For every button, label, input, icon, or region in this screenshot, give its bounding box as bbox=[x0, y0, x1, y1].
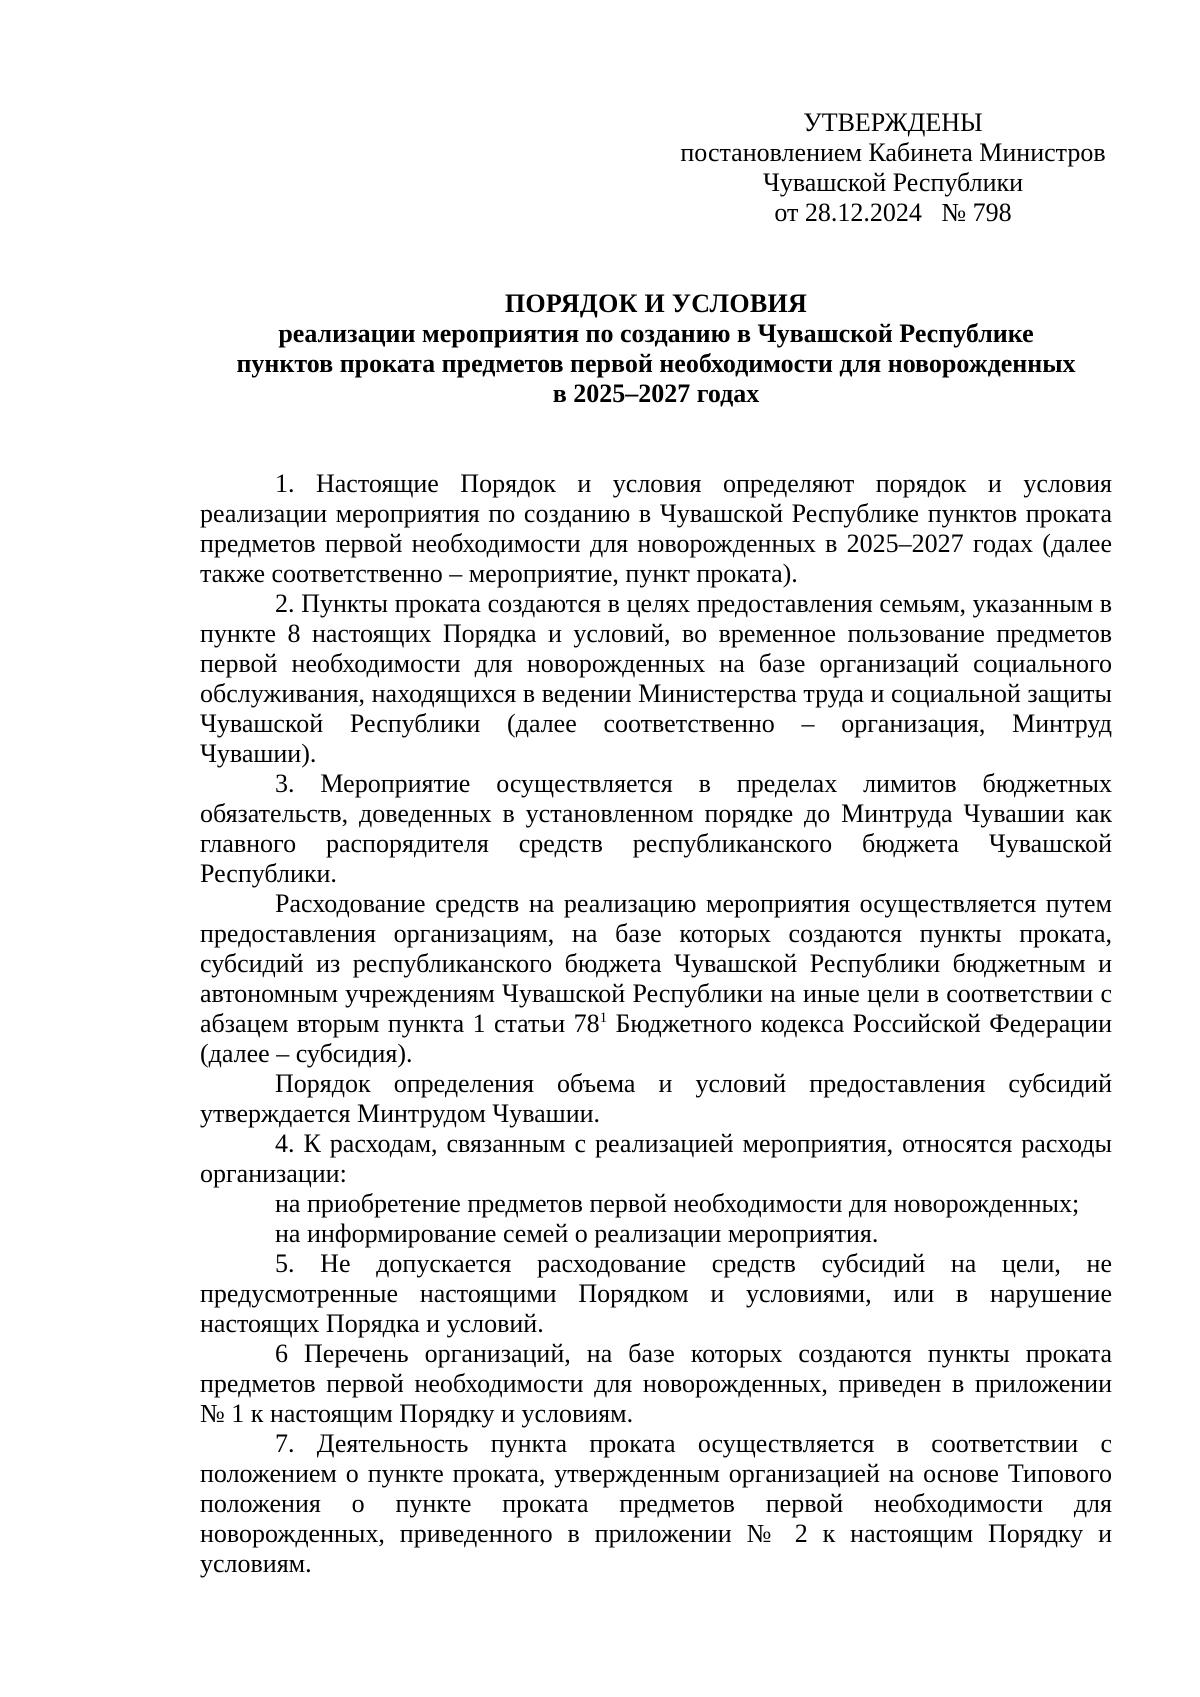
approval-label: УТВЕРЖДЕНЫ bbox=[803, 108, 983, 137]
approval-date-number: от 28.12.2024 № 798 bbox=[774, 198, 1012, 227]
paragraph-4-text-a: Расходование средств на реализацию мероприятия осуществляется путем предоставления организациям, на базе которых создаются пункты проката, субсидий из республиканского бюджета Чувашской Республики бюджетным и автономным учреждениям Чувашской Республики на иные цели в соответствии с абзацем вторым пункта 1 статьи 78 bbox=[200, 889, 1112, 1038]
approval-stamp bbox=[678, 108, 1108, 228]
paragraph-4-text-b: Бюджетного кодекса Российской Федерации (далее – субсидия). bbox=[200, 1009, 1112, 1068]
document-title bbox=[200, 289, 1112, 409]
paragraph-5: Порядок определения объема и условий предоставления субсидий утверждается Минтрудом Чувашии. bbox=[200, 1069, 1112, 1128]
title-subline-1: реализации мероприятия по созданию в Чувашской Республике bbox=[278, 319, 1034, 348]
paragraph-10: 6 Перечень организаций, на базе которых создаются пункты проката предметов первой необходимости для новорожденных, приведен в приложении № 1 к настоящим Порядку и условиям. bbox=[200, 1339, 1112, 1428]
paragraph-1: 1. Настоящие Порядок и условия определяют порядок и условия реализации мероприятия по созданию в Чувашской Республике пунктов проката предметов первой необходимости для новорожденных в 2025–2027 годах (далее также соответственно – мероприятие, пункт проката). bbox=[200, 469, 1112, 588]
title-heading: ПОРЯДОК И УСЛОВИЯ bbox=[504, 289, 808, 318]
paragraph-2: 2. Пункты проката создаются в целях предоставления семьям, указанным в пункте 8 настоящих Порядка и условий, во временное пользование предметов первой необходимости для новорожденных на базе организаций социального обслуживания, находящихся в ведении Министерства труда и социальной защиты Чувашской Республики (далее соответственно – организация, Минтруд Чувашии). bbox=[200, 589, 1112, 768]
paragraph-3: 3. Мероприятие осуществляется в пределах лимитов бюджетных обязательств, доведенных в установленном порядке до Минтруда Чувашии как главного распорядителя средств республиканского бюджета Чувашской Республики. bbox=[200, 769, 1112, 888]
approval-republic: Чувашской Республики bbox=[762, 168, 1024, 197]
document-page bbox=[200, 108, 1112, 1579]
paragraph-11: 7. Деятельность пункта проката осуществляется в соответствии с положением о пункте проката, утвержденным организацией на основе Типового положения о пункте проката предметов первой необходимости для новорожденных, приведенного в приложении № 2 к настоящим Порядку и условиям. bbox=[200, 1429, 1112, 1578]
paragraph-8: на информирование семей о реализации мероприятия. bbox=[275, 1219, 879, 1248]
title-subline-3: в 2025–2027 годах bbox=[552, 379, 760, 408]
title-subline-2: пунктов проката предметов первой необходимости для новорожденных bbox=[236, 349, 1076, 378]
paragraph-4 bbox=[200, 889, 1112, 1069]
document-body bbox=[200, 469, 1112, 1579]
paragraph-9: 5. Не допускается расходование средств субсидий на цели, не предусмотренные настоящими Порядком и условиями, или в нарушение настоящих Порядка и условий. bbox=[200, 1249, 1112, 1338]
paragraph-7: на приобретение предметов первой необходимости для новорожденных; bbox=[275, 1189, 1080, 1218]
paragraph-6: 4. К расходам, связанным с реализацией мероприятия, относятся расходы организации: bbox=[200, 1129, 1112, 1188]
approval-issuer: постановлением Кабинета Министров bbox=[680, 138, 1106, 167]
article-superscript: 1 bbox=[599, 1010, 608, 1026]
